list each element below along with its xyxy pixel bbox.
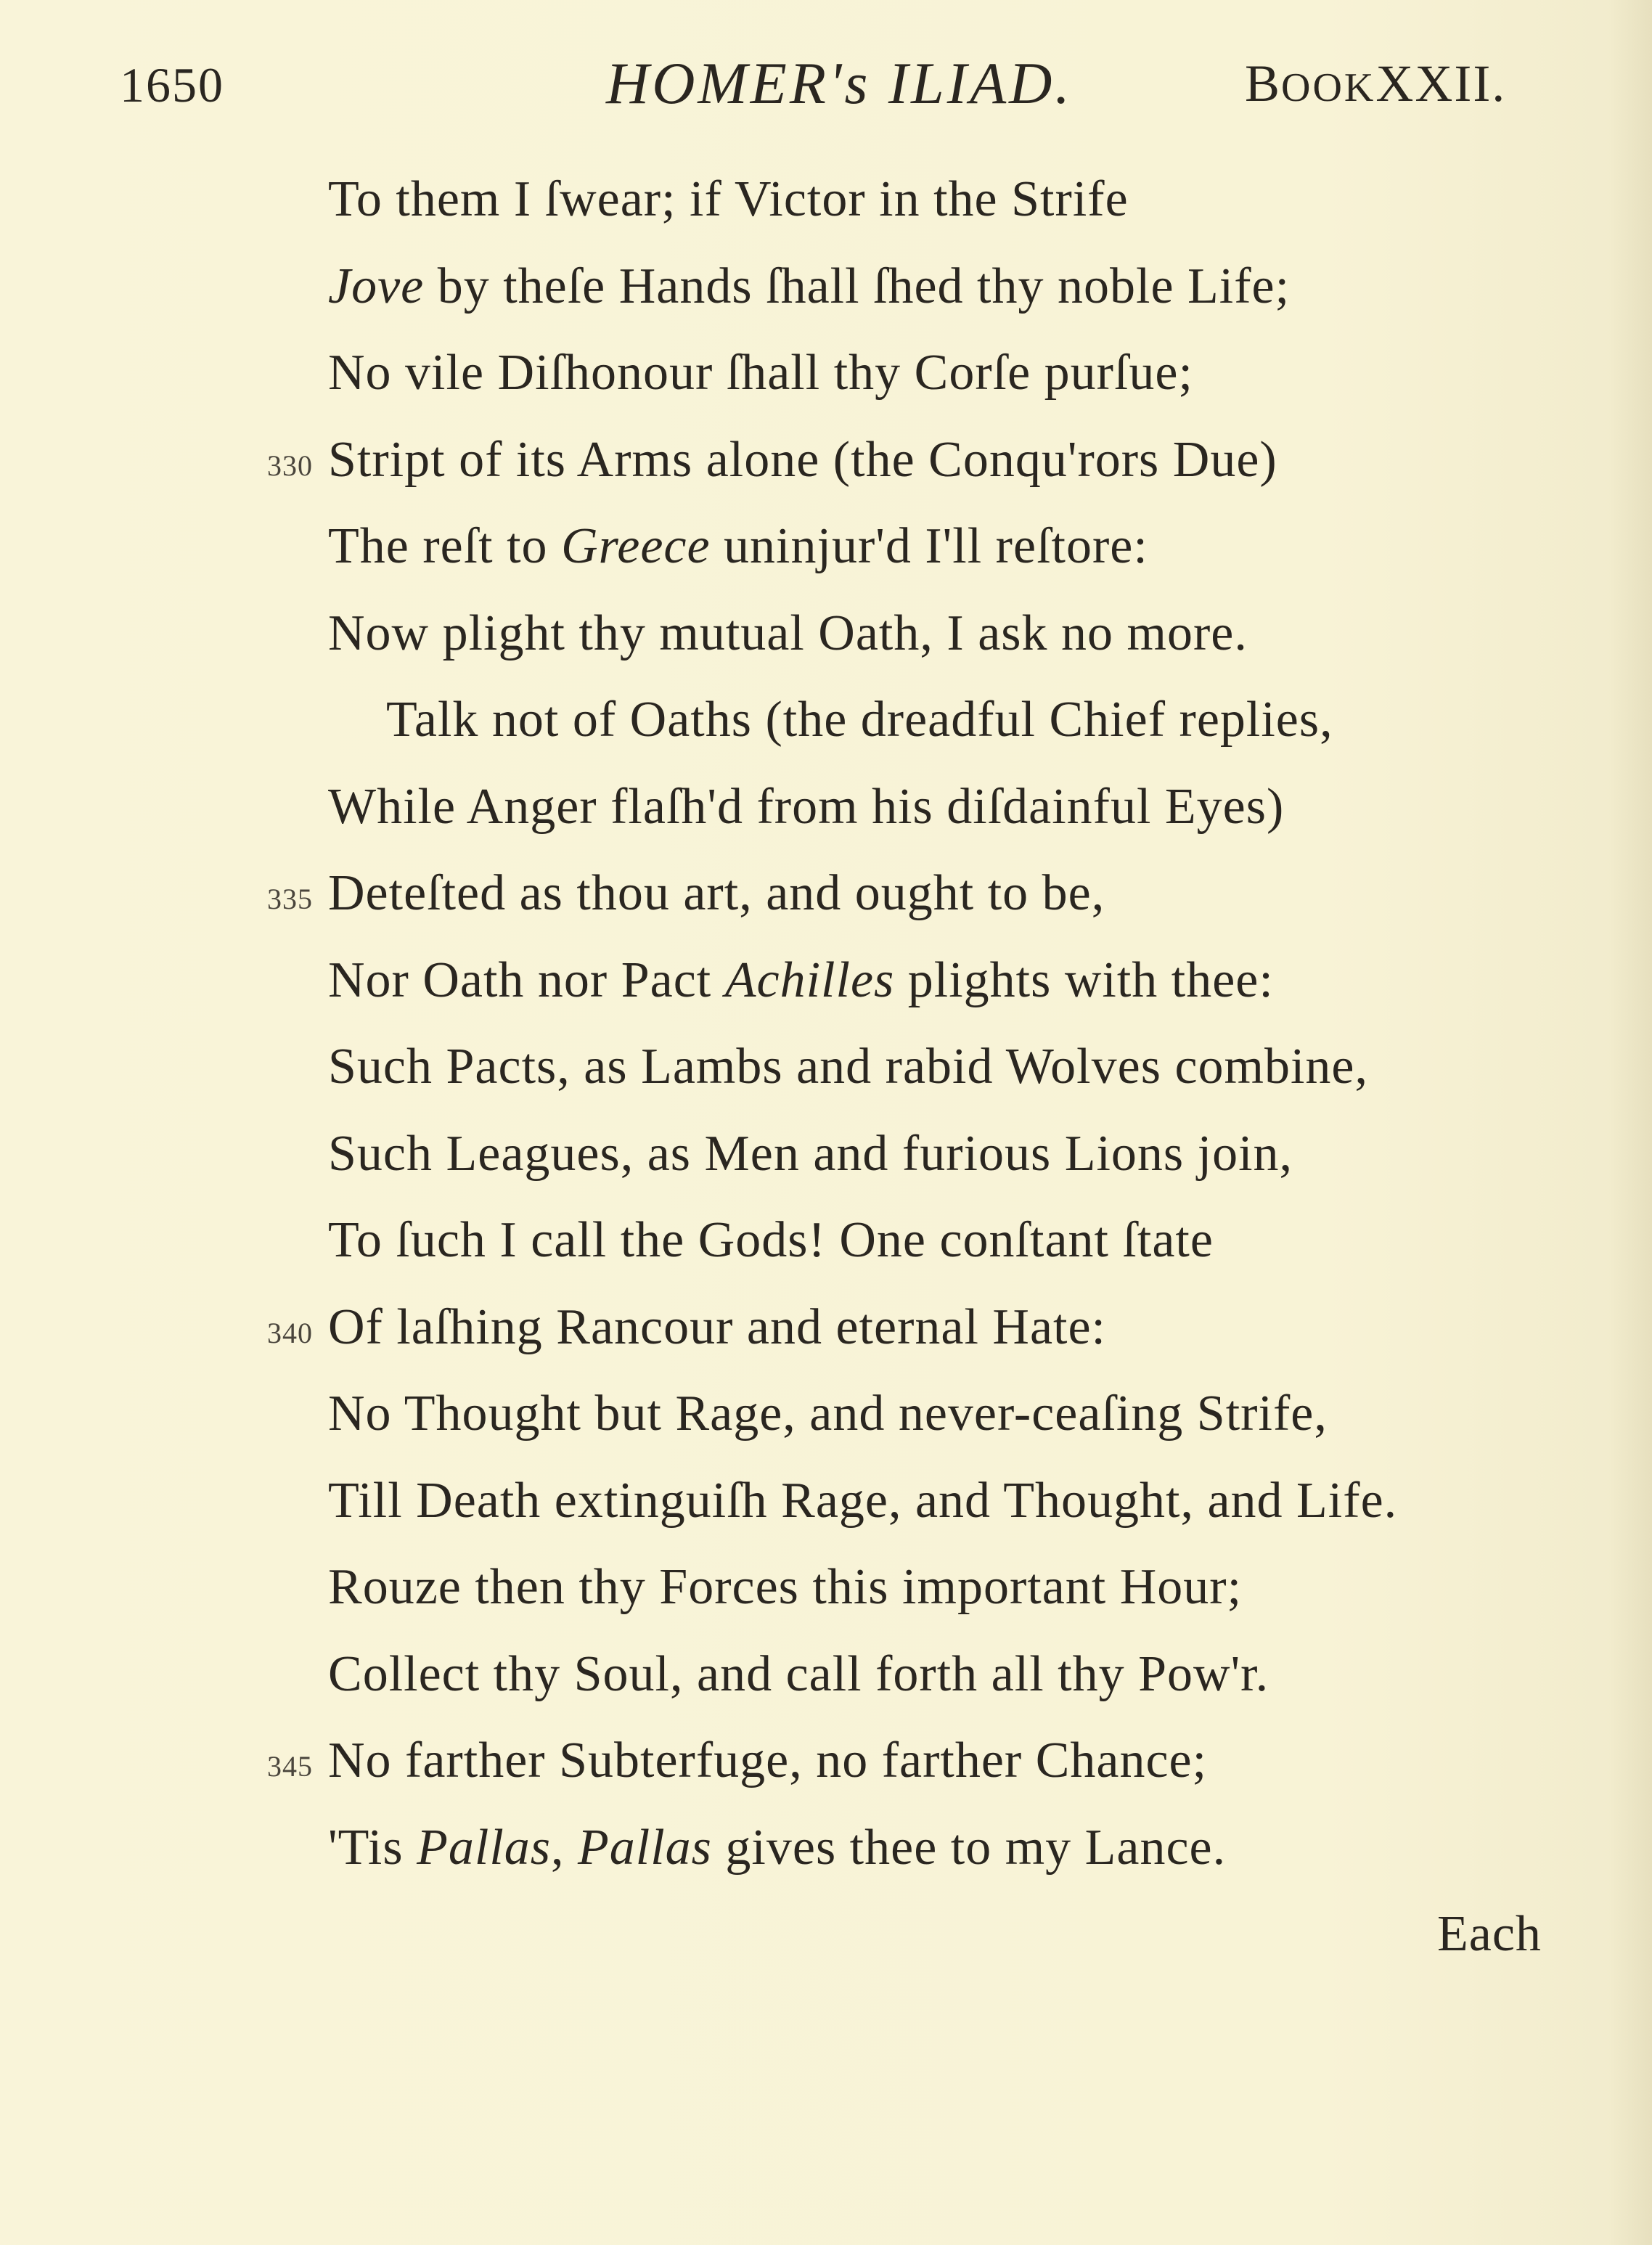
verse-fragment: Such Pacts, as Lambs and rabid Wolves combine, <box>328 1039 1368 1095</box>
verse-line <box>0 1197 1652 1284</box>
book-numeral: XXII. <box>1375 54 1507 113</box>
verse-line <box>0 1284 1652 1371</box>
verse-line <box>0 1804 1652 1892</box>
verse-fragment: Now plight thy mutual Oath, I ask no more. <box>328 605 1248 661</box>
verse-block <box>0 156 1652 1891</box>
verse-fragment: To them I ſwear; if Victor in the Strife <box>328 171 1129 227</box>
verse-fragment: Collect thy Soul, and call forth all thy Pow'r. <box>328 1645 1269 1702</box>
verse-fragment: gives thee to my Lance. <box>711 1819 1227 1876</box>
verse-fragment: uninjur'd I'll reſtore: <box>710 518 1148 574</box>
verse-fragment: To ſuch I call the Gods! One conſtant ſtate <box>328 1212 1214 1268</box>
verse-fragment: No farther Subterfuge, no farther Chance; <box>328 1733 1208 1788</box>
verse-line <box>0 1457 1652 1545</box>
italic-name: Greece <box>561 518 711 574</box>
verse-fragment: No vile Diſhonour ſhall thy Corſe purſue; <box>328 345 1193 401</box>
verse-text <box>328 764 1284 851</box>
verse-text <box>328 1457 1397 1545</box>
verse-fragment: plights with thee: <box>894 952 1274 1008</box>
verse-fragment: Of laſhing Rancour and eternal Hate: <box>328 1299 1106 1355</box>
verse-line <box>0 243 1652 330</box>
verse-line <box>0 764 1652 851</box>
verse-fragment: Rouze then thy Forces this important Hour; <box>328 1559 1243 1615</box>
italic-name: Jove <box>328 258 425 314</box>
book-label <box>1245 54 1506 114</box>
verse-text <box>328 156 1129 243</box>
verse-line <box>0 676 1652 764</box>
verse-text <box>328 850 1105 937</box>
verse-line <box>0 330 1652 417</box>
verse-text <box>328 417 1277 504</box>
verse-line <box>0 503 1652 590</box>
verse-text <box>328 330 1193 417</box>
verse-text <box>328 1370 1328 1457</box>
verse-text <box>328 1284 1106 1371</box>
verse-text <box>328 1023 1368 1111</box>
italic-name: Pallas <box>578 1819 712 1876</box>
verse-text <box>328 503 1148 590</box>
verse-fragment: Talk not of Oaths (the dreadful Chief replies, <box>386 692 1333 748</box>
verse-fragment: Stript of its Arms alone (the Conqu'rors Due) <box>328 431 1277 488</box>
verse-text <box>386 676 1333 764</box>
verse-fragment: The reſt to <box>328 518 562 574</box>
verse-fragment: 'Tis <box>328 1819 417 1876</box>
line-number: 335 <box>267 883 313 915</box>
verse-line <box>0 937 1652 1024</box>
verse-line <box>0 1370 1652 1457</box>
italic-name: Achilles <box>724 952 895 1008</box>
verse-text <box>328 937 1274 1024</box>
verse-text <box>328 1111 1293 1198</box>
verse-fragment: Till Death extinguiſh Rage, and Thought, and Life. <box>328 1472 1398 1529</box>
verse-fragment: , <box>551 1819 578 1876</box>
verse-line <box>0 1111 1652 1198</box>
page-number: 1650 <box>120 57 224 113</box>
book-label-smallcaps: OOK <box>1281 65 1376 110</box>
page-header <box>0 44 1652 123</box>
verse-text <box>328 1544 1242 1631</box>
verse-fragment: Deteſted as thou art, and ought to be, <box>328 865 1105 921</box>
running-title: HOMER's ILIAD. <box>606 50 1073 116</box>
verse-line <box>0 590 1652 677</box>
verse-line <box>0 1631 1652 1718</box>
verse-line <box>0 850 1652 937</box>
verse-line <box>0 417 1652 504</box>
verse-fragment: by theſe Hands ſhall ſhed thy noble Life; <box>424 258 1291 314</box>
verse-line <box>0 156 1652 243</box>
verse-fragment: While Anger flaſh'd from his diſdainful Eyes) <box>328 778 1285 835</box>
line-number: 330 <box>267 449 313 482</box>
verse-line <box>0 1544 1652 1631</box>
verse-text <box>328 1804 1226 1892</box>
line-number: 340 <box>267 1316 313 1349</box>
verse-text <box>328 1717 1207 1804</box>
catchword: Each <box>1437 1906 1542 1962</box>
line-number: 345 <box>267 1750 313 1783</box>
verse-text <box>328 1197 1214 1284</box>
italic-name: Pallas <box>417 1819 552 1876</box>
verse-fragment: Nor Oath nor Pact <box>328 952 725 1008</box>
verse-fragment: No Thought but Rage, and never-ceaſing Strife, <box>328 1386 1328 1442</box>
verse-fragment: Such Leagues, as Men and furious Lions join, <box>328 1125 1293 1182</box>
book-label-initial: B <box>1245 54 1282 113</box>
verse-line <box>0 1023 1652 1111</box>
verse-line <box>0 1717 1652 1804</box>
verse-text <box>328 590 1248 677</box>
verse-text <box>328 1631 1269 1718</box>
verse-text <box>328 243 1290 330</box>
